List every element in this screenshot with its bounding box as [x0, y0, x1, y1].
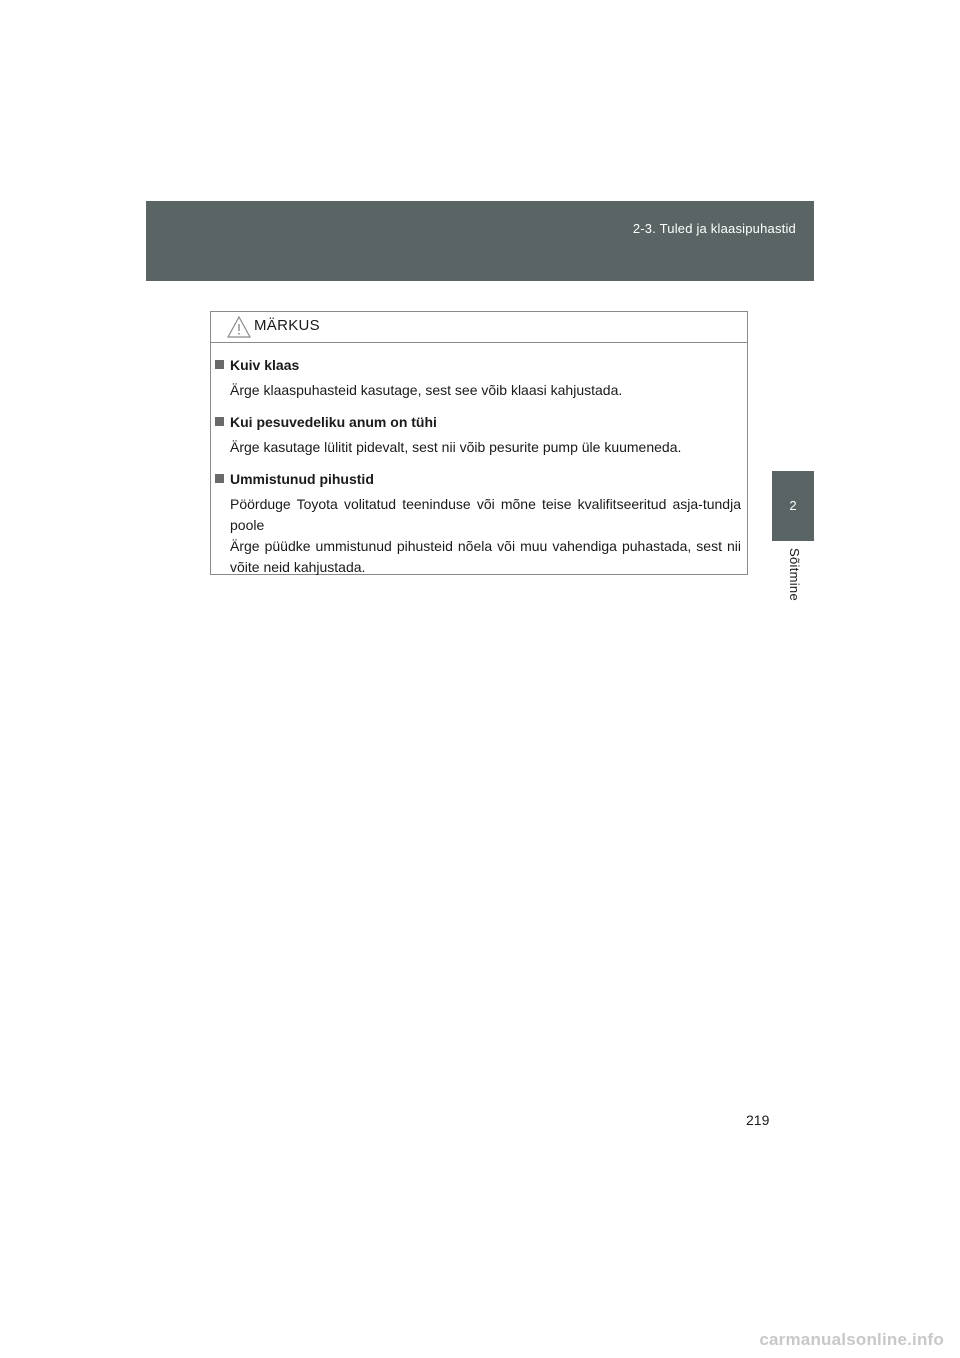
notice-item	[215, 468, 741, 578]
notice-body	[211, 343, 747, 578]
notice-item	[215, 411, 741, 458]
notice-item-heading-text: Kui pesuvedeliku anum on tühi	[230, 413, 437, 430]
notice-paragraph: Ärge klaaspuhasteid kasutage, sest see võib klaasi kahjustada.	[230, 382, 623, 398]
notice-header	[211, 312, 747, 343]
notice-item-heading	[215, 468, 741, 489]
notice-item-text	[215, 437, 741, 458]
square-bullet-icon	[215, 474, 224, 483]
square-bullet-icon	[215, 417, 224, 426]
square-bullet-icon	[215, 360, 224, 369]
notice-item-text	[215, 494, 741, 578]
notice-paragraph: Pöörduge Toyota volitatud teeninduse või mõne teise kvalifitseeritud asja-tundja poole	[230, 496, 741, 533]
notice-item-heading-text: Ummistunud pihustid	[230, 470, 374, 487]
watermark: carmanualsonline.info	[759, 1330, 944, 1349]
section-header-band	[146, 201, 814, 281]
chapter-number-tab: 2	[772, 471, 814, 541]
notice-paragraph: Ärge kasutage lülitit pidevalt, sest nii võib pesurite pump üle kuumeneda.	[230, 439, 682, 455]
section-title: 2-3. Tuled ja klaasipuhastid	[632, 221, 796, 236]
notice-item-text	[215, 380, 741, 401]
notice-box	[210, 311, 748, 575]
notice-title: MÄRKUS	[254, 317, 320, 334]
notice-item	[215, 354, 741, 401]
notice-item-heading	[215, 411, 741, 432]
chapter-label: Sõitmine	[787, 548, 802, 601]
notice-paragraph: Ärge püüdke ummistunud pihusteid nõela või muu vahendiga puhastada, sest nii võite neid kahjustada.	[230, 538, 741, 575]
notice-item-heading-text: Kuiv klaas	[230, 356, 300, 373]
notice-item-heading	[215, 354, 741, 375]
warning-triangle-icon	[227, 315, 251, 339]
page-number: 219	[746, 1112, 770, 1128]
